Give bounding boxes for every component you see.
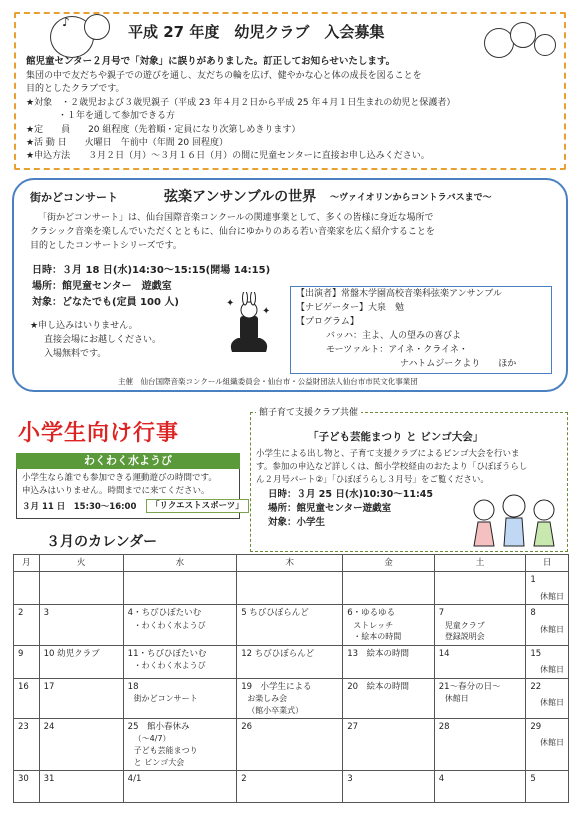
calendar-date: 14	[438, 648, 450, 659]
calendar-cell	[526, 719, 569, 771]
correction-notice: 館児童センター２月号で「対象」に誤りがありました。訂正してお知らせいたします。	[26, 56, 396, 67]
calendar-date: 23	[18, 722, 29, 733]
calendar-cell	[434, 605, 526, 646]
calendar-date: 8	[530, 608, 536, 619]
calendar-cell	[237, 719, 343, 771]
festival-target: 対象：小学生	[268, 517, 326, 528]
concert-desc-2: クラシック音楽を楽しんでいただくとともに、仙台にゆかりのある若い音楽家を広く紹介することを	[30, 227, 435, 237]
calendar-cell	[14, 645, 40, 678]
calendar-date: 19 小学生による	[241, 681, 312, 692]
elementary-events-heading: 小学生向け行事	[18, 421, 180, 446]
festival-desc-3: ん２月号パート②」「ひぼぼうらし３月号」をご覧ください。	[256, 475, 489, 485]
calendar-cell	[123, 605, 237, 646]
calendar-date: 2	[241, 774, 247, 785]
performer-4: バッハ：主よ、人の望みの喜びよ	[326, 331, 462, 341]
festival-desc-1: 小学生による出し物と、子育て支援クラブによるビンゴ大会を行いま	[256, 449, 520, 459]
festival-place: 場所：館児童センター遊戯室	[268, 503, 392, 514]
calendar-day-header: 火	[39, 555, 123, 572]
performer-2: 【ナビゲーター】大泉 勉	[296, 303, 405, 313]
club-target: ★対象 ・２歳児および３歳児親子（平成 23 年４月２日から平成 25 年４月１日生まれの幼児と保護者）	[26, 98, 456, 108]
calendar-date: 4/1	[127, 774, 142, 785]
festival-cohost: 館子育て支援クラブ共催	[256, 407, 361, 420]
calendar-cell	[39, 678, 123, 719]
calendar-date: 31	[43, 774, 55, 785]
calendar-cell	[39, 719, 123, 771]
calendar-week-row	[14, 771, 569, 803]
calendar-date: 3	[43, 608, 50, 619]
calendar-cell	[434, 572, 526, 605]
calendar-cell	[123, 645, 237, 678]
performer-1: 【出演者】常盤木学園高校音楽科弦楽アンサンブル	[296, 289, 502, 299]
concert-note-1: ★申し込みはいりません。	[30, 321, 138, 331]
festival-date: 日時：３月 25 日(水)10:30～11:45	[268, 489, 433, 500]
calendar-date: 11・ちびひぼたいむ	[127, 648, 207, 659]
calendar-cell	[526, 645, 569, 678]
concert-sponsor: 主催 仙台国際音楽コンクール組織委員会・仙台市・公益財団法人仙台市市民文化事業団	[118, 377, 418, 386]
svg-text:✦: ✦	[262, 306, 271, 317]
calendar-event: と ビンゴ大会	[133, 757, 185, 767]
calendar-date: 30	[18, 774, 29, 785]
calendar-date: 22	[530, 681, 542, 692]
festival-title: 「子ども芸能まつり と ビンゴ大会」	[308, 431, 484, 443]
concert-place: 場所：館児童センター 遊戯室	[32, 281, 172, 292]
calendar-date: 10 幼児クラブ	[43, 648, 100, 659]
performer-3: 【プログラム】	[296, 317, 359, 327]
concert-label: 街かどコンサート	[30, 191, 118, 204]
calendar-cell	[434, 645, 526, 678]
calendar-cell	[39, 645, 123, 678]
parent-face-icon	[510, 22, 536, 48]
calendar-date: 2	[18, 608, 24, 619]
calendar-event: 子ども芸能まつり	[133, 746, 198, 756]
concert-target: 対象：どなたでも(定員 100 人)	[32, 297, 179, 308]
waku-date: ３月 11 日 15:30～16:00	[22, 502, 137, 512]
children-group-illustration	[466, 490, 562, 548]
club-capacity: ★定 員 20 組程度（先着順・定員になり次第しめきります）	[26, 125, 301, 135]
calendar-event: ・絵本の時間	[353, 632, 402, 642]
concert-desc-1: 「街かどコンサート」は、仙台国際音楽コンクールの関連事業として、多くの皆様に身近な場所で	[38, 213, 434, 223]
music-note-icon: ♪	[62, 15, 70, 29]
calendar-cell	[434, 771, 526, 803]
calendar-date: 29	[530, 722, 542, 733]
calendar-cell	[237, 771, 343, 803]
calendar-cell	[123, 678, 237, 719]
calendar-date: 1	[530, 575, 536, 586]
festival-desc-2: す。参加の申込など詳しくは、館小学校経由のおたより「ひぼぼうらし	[256, 462, 528, 472]
concert-datetime: 日時：３月 18 日(水)14:30～15:15(開場 14:15)	[32, 265, 271, 276]
calendar-cell	[434, 719, 526, 771]
calendar-cell	[14, 771, 40, 803]
calendar-date: 13 絵本の時間	[347, 648, 410, 659]
calendar-event: お楽しみ会	[247, 693, 288, 703]
calendar-heading: ３月のカレンダー	[46, 534, 158, 550]
club-apply: ★申込方法 ３月２日（月）～３月１６日（月）の間に児童センターに直接お申し込みください。	[26, 151, 430, 161]
calendar-date: 5 ちびひぼらんど	[241, 608, 309, 619]
calendar-cell	[123, 572, 237, 605]
bear-face-icon	[534, 34, 556, 56]
performer-5: モーツァルト：アイネ・クライネ・	[326, 345, 468, 355]
concert-title: 弦楽アンサンブルの世界	[164, 189, 317, 205]
march-calendar	[13, 554, 569, 803]
calendar-week-row	[14, 678, 569, 719]
calendar-date: 4	[438, 774, 445, 785]
calendar-date: 26	[241, 722, 253, 733]
rabbit-hat-illustration	[224, 292, 274, 354]
calendar-event: 児童クラブ	[444, 620, 485, 630]
concert-desc-3: 目的としたコンサートシリーズです。	[30, 241, 182, 251]
calendar-cell	[343, 645, 435, 678]
calendar-cell	[526, 572, 569, 605]
calendar-day-header: 土	[434, 555, 526, 572]
calendar-day-header: 水	[123, 555, 237, 572]
calendar-week-row	[14, 719, 569, 771]
calendar-date: 3	[347, 774, 353, 785]
calendar-date: 25 館小春休み	[127, 722, 190, 733]
closed-day-label: 休館日	[540, 697, 564, 707]
calendar-date: 27	[347, 722, 359, 733]
waku-desc-2: 申込みはいりません。時間までに来てください。	[22, 486, 210, 496]
calendar-cell	[343, 605, 435, 646]
calendar-cell	[343, 572, 435, 605]
calendar-header-row	[14, 555, 569, 572]
calendar-event: （～4/7）	[133, 734, 171, 744]
calendar-cell	[123, 719, 237, 771]
calendar-cell	[343, 678, 435, 719]
club-intro-2: 目的としたクラブです。	[26, 84, 125, 94]
calendar-event: 登録説明会	[444, 632, 485, 642]
calendar-cell	[39, 771, 123, 803]
calendar-cell	[526, 605, 569, 646]
waku-tag: 「リクエストスポーツ」	[146, 499, 249, 513]
calendar-event: 休館日	[444, 693, 469, 703]
concert-note-2: 直接会場にお越しください。	[44, 335, 162, 345]
calendar-cell	[343, 719, 435, 771]
calendar-cell	[14, 719, 40, 771]
calendar-event: 街かどコンサート	[133, 693, 198, 703]
calendar-event: ・わくわく水ようび	[133, 661, 206, 671]
performer-6: ナハトムジークより ほか	[400, 359, 517, 369]
calendar-day-header: 日	[526, 555, 569, 572]
closed-day-label: 休館日	[540, 624, 564, 634]
calendar-date: 7	[438, 608, 445, 619]
calendar-date: 16	[18, 681, 29, 692]
calendar-date: 9	[18, 648, 24, 659]
calendar-event: ストレッチ	[353, 620, 394, 630]
calendar-cell	[526, 771, 569, 803]
calendar-event: ・わくわく水ようび	[133, 620, 206, 630]
calendar-date: 21～春分の日～	[438, 681, 501, 692]
calendar-day-header: 金	[343, 555, 435, 572]
calendar-day-header: 木	[237, 555, 343, 572]
calendar-week-row	[14, 645, 569, 678]
calendar-cell	[343, 771, 435, 803]
calendar-cell	[14, 678, 40, 719]
concert-subtitle: ～ヴァイオリンからコントラバスまで～	[330, 193, 492, 203]
club-schedule: ★活 動 日 火曜日 午前中（年間 20 回程度）	[26, 138, 228, 148]
calendar-cell	[237, 645, 343, 678]
calendar-cell	[526, 678, 569, 719]
calendar-week-row	[14, 572, 569, 605]
calendar-date: 12 ちびひぼらんど	[241, 648, 315, 659]
calendar-cell	[14, 572, 40, 605]
calendar-week-row	[14, 605, 569, 646]
closed-day-label: 休館日	[540, 738, 564, 748]
calendar-date: 18	[127, 681, 139, 692]
calendar-date: 20 絵本の時間	[347, 681, 410, 692]
calendar-cell	[123, 771, 237, 803]
calendar-cell	[434, 678, 526, 719]
calendar-date: 15	[530, 648, 542, 659]
calendar-cell	[237, 678, 343, 719]
calendar-date: 28	[438, 722, 450, 733]
calendar-date: 4・ちびひぼたいむ	[127, 608, 202, 619]
calendar-date: 5	[530, 774, 536, 785]
closed-day-label: 休館日	[540, 665, 564, 675]
concert-note-3: 入場無料です。	[44, 349, 107, 359]
calendar-date: 24	[43, 722, 55, 733]
calendar-event: （館小卒業式）	[247, 705, 304, 715]
calendar-day-header: 月	[14, 555, 40, 572]
calendar-date: 6・ゆるゆる	[347, 608, 396, 619]
club-intro-1: 集団の中で友だちや親子での遊びを通し、友だちの輪を広げ、健やかな心と体の成長を図ることを	[26, 71, 422, 81]
club-target-2: ・１年を通して参加できる方	[58, 111, 176, 121]
waku-title: わくわく水ようび	[16, 453, 240, 469]
calendar-cell	[39, 605, 123, 646]
closed-day-label: 休館日	[540, 591, 564, 601]
calendar-cell	[14, 605, 40, 646]
waku-desc-1: 小学生なら誰でも参加できる運動遊びの時間です。	[22, 473, 217, 483]
calendar-cell	[39, 572, 123, 605]
recruitment-title: 平成 27 年度 幼児クラブ 入会募集	[128, 23, 385, 41]
child-face-icon	[84, 14, 110, 40]
calendar-cell	[237, 572, 343, 605]
svg-text:✦: ✦	[226, 298, 235, 309]
calendar-cell	[237, 605, 343, 646]
calendar-date: 17	[43, 681, 55, 692]
